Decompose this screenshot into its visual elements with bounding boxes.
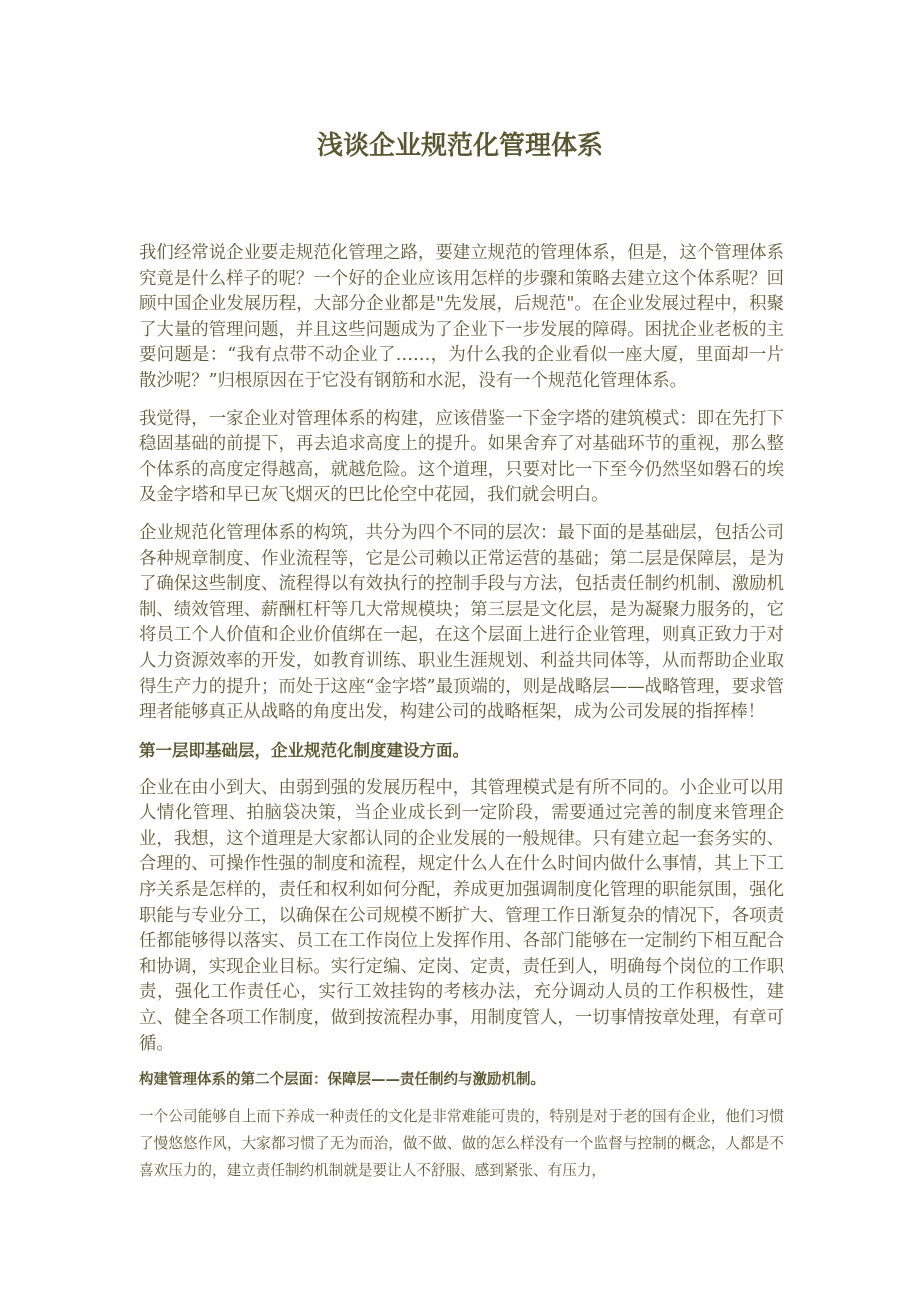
paragraph-foundation: 企业在由小到大、由弱到强的发展历程中，其管理模式是有所不同的。小企业可以用人情化管理、拍脑袋决策，当企业成长到一定阶段，需要通过完善的制度来管理企业，我想，这个道理是大家都认同的企业发展的一般规律。只有建立起一套务实的、合理的、可操作性强的制度和流程，规定什么人在什么时间内做什么事情，其上下工序关系是怎样的，责任和权利如何分配，养成更加强调制度化管理的职能氛围，强化职能与专业分工，以确保在公司规模不断扩大、管理工作日渐复杂的情况下，各项责任都能够得以落实、员工在工作岗位上发挥作用、各部门能够在一定制约下相互配合和协调，实现企业目标。实行定编、定岗、定责，责任到人，明确每个岗位的工作职责，强化工作责任心，实行工效挂钩的考核办法，充分调动人员的工作积极性，建立、健全各项工作制度，做到按流程办事，用制度管人，一切事情按章处理，有章可循。 [139, 777, 784, 1054]
paragraph-assurance: 一个公司能够自上而下养成一种责任的文化是非常难能可贵的，特别是对于老的国有企业，他们习惯了慢悠悠作风，大家都习惯了无为而治，做不做、做的怎么样没有一个监督与控制的概念，人都是不喜欢压力的，建立责任制约机制就是要让人不舒服、感到紧张、有压力， [139, 1108, 784, 1180]
section-heading-foundation: 第一层即基础层，企业规范化制度建设方面。 [139, 740, 469, 760]
document-title: 浅谈企业规范化管理体系 [316, 131, 603, 161]
paragraph-pyramid: 我觉得，一家企业对管理体系的构建，应该借鉴一下金字塔的建筑模式：即在先打下稳固基础的前提下，再去追求高度上的提升。如果舍弃了对基础环节的重视，那么整个体系的高度定得越高，就越危险。这个道理，只要对比一下至今仍然坚如磐石的埃及金字塔和早已灰飞烟灭的巴比伦空中花园，我们就会明白。 [139, 408, 784, 506]
document-body [139, 241, 784, 1184]
paragraph-intro: 我们经常说企业要走规范化管理之路，要建立规范的管理体系，但是，这个管理体系究竟是什么样子的呢？一个好的企业应该用怎样的步骤和策略去建立这个体系呢？回顾中国企业发展历程，大部分企业都是"先发展，后规范"。在企业发展过程中，积聚了大量的管理问题，并且这些问题成为了企业下一步发展的障碍。困扰企业老板的主要问题是：“我有点带不动企业了……，为什么我的企业看似一座大厦，里面却一片散沙呢？”归根原因在于它没有钢筋和水泥，没有一个规范化管理体系。 [139, 243, 784, 391]
section-heading-assurance: 构建管理体系的第二个层面：保障层——责任制约与激励机制。 [139, 1072, 545, 1089]
paragraph-four-layers: 企业规范化管理体系的构筑，共分为四个不同的层次：最下面的是基础层，包括公司各种规章制度、作业流程等，它是公司赖以正常运营的基础；第二层是保障层，是为了确保这些制度、流程得以有效执行的控制手段与方法，包括责任制约机制、激励机制、绩效管理、薪酬杠杆等几大常规模块；第三层是文化层，是为凝聚力服务的，它将员工个人价值和企业价值绑在一起，在这个层面上进行企业管理，则真正致力于对人力资源效率的开发，如教育训练、职业生涯规划、利益共同体等，从而帮助企业取得生产力的提升；而处于这座“金字塔”最顶端的，则是战略层——战略管理，要求管理者能够真正从战略的角度出发，构建公司的战略框架，成为公司发展的指挥棒！ [139, 522, 784, 723]
